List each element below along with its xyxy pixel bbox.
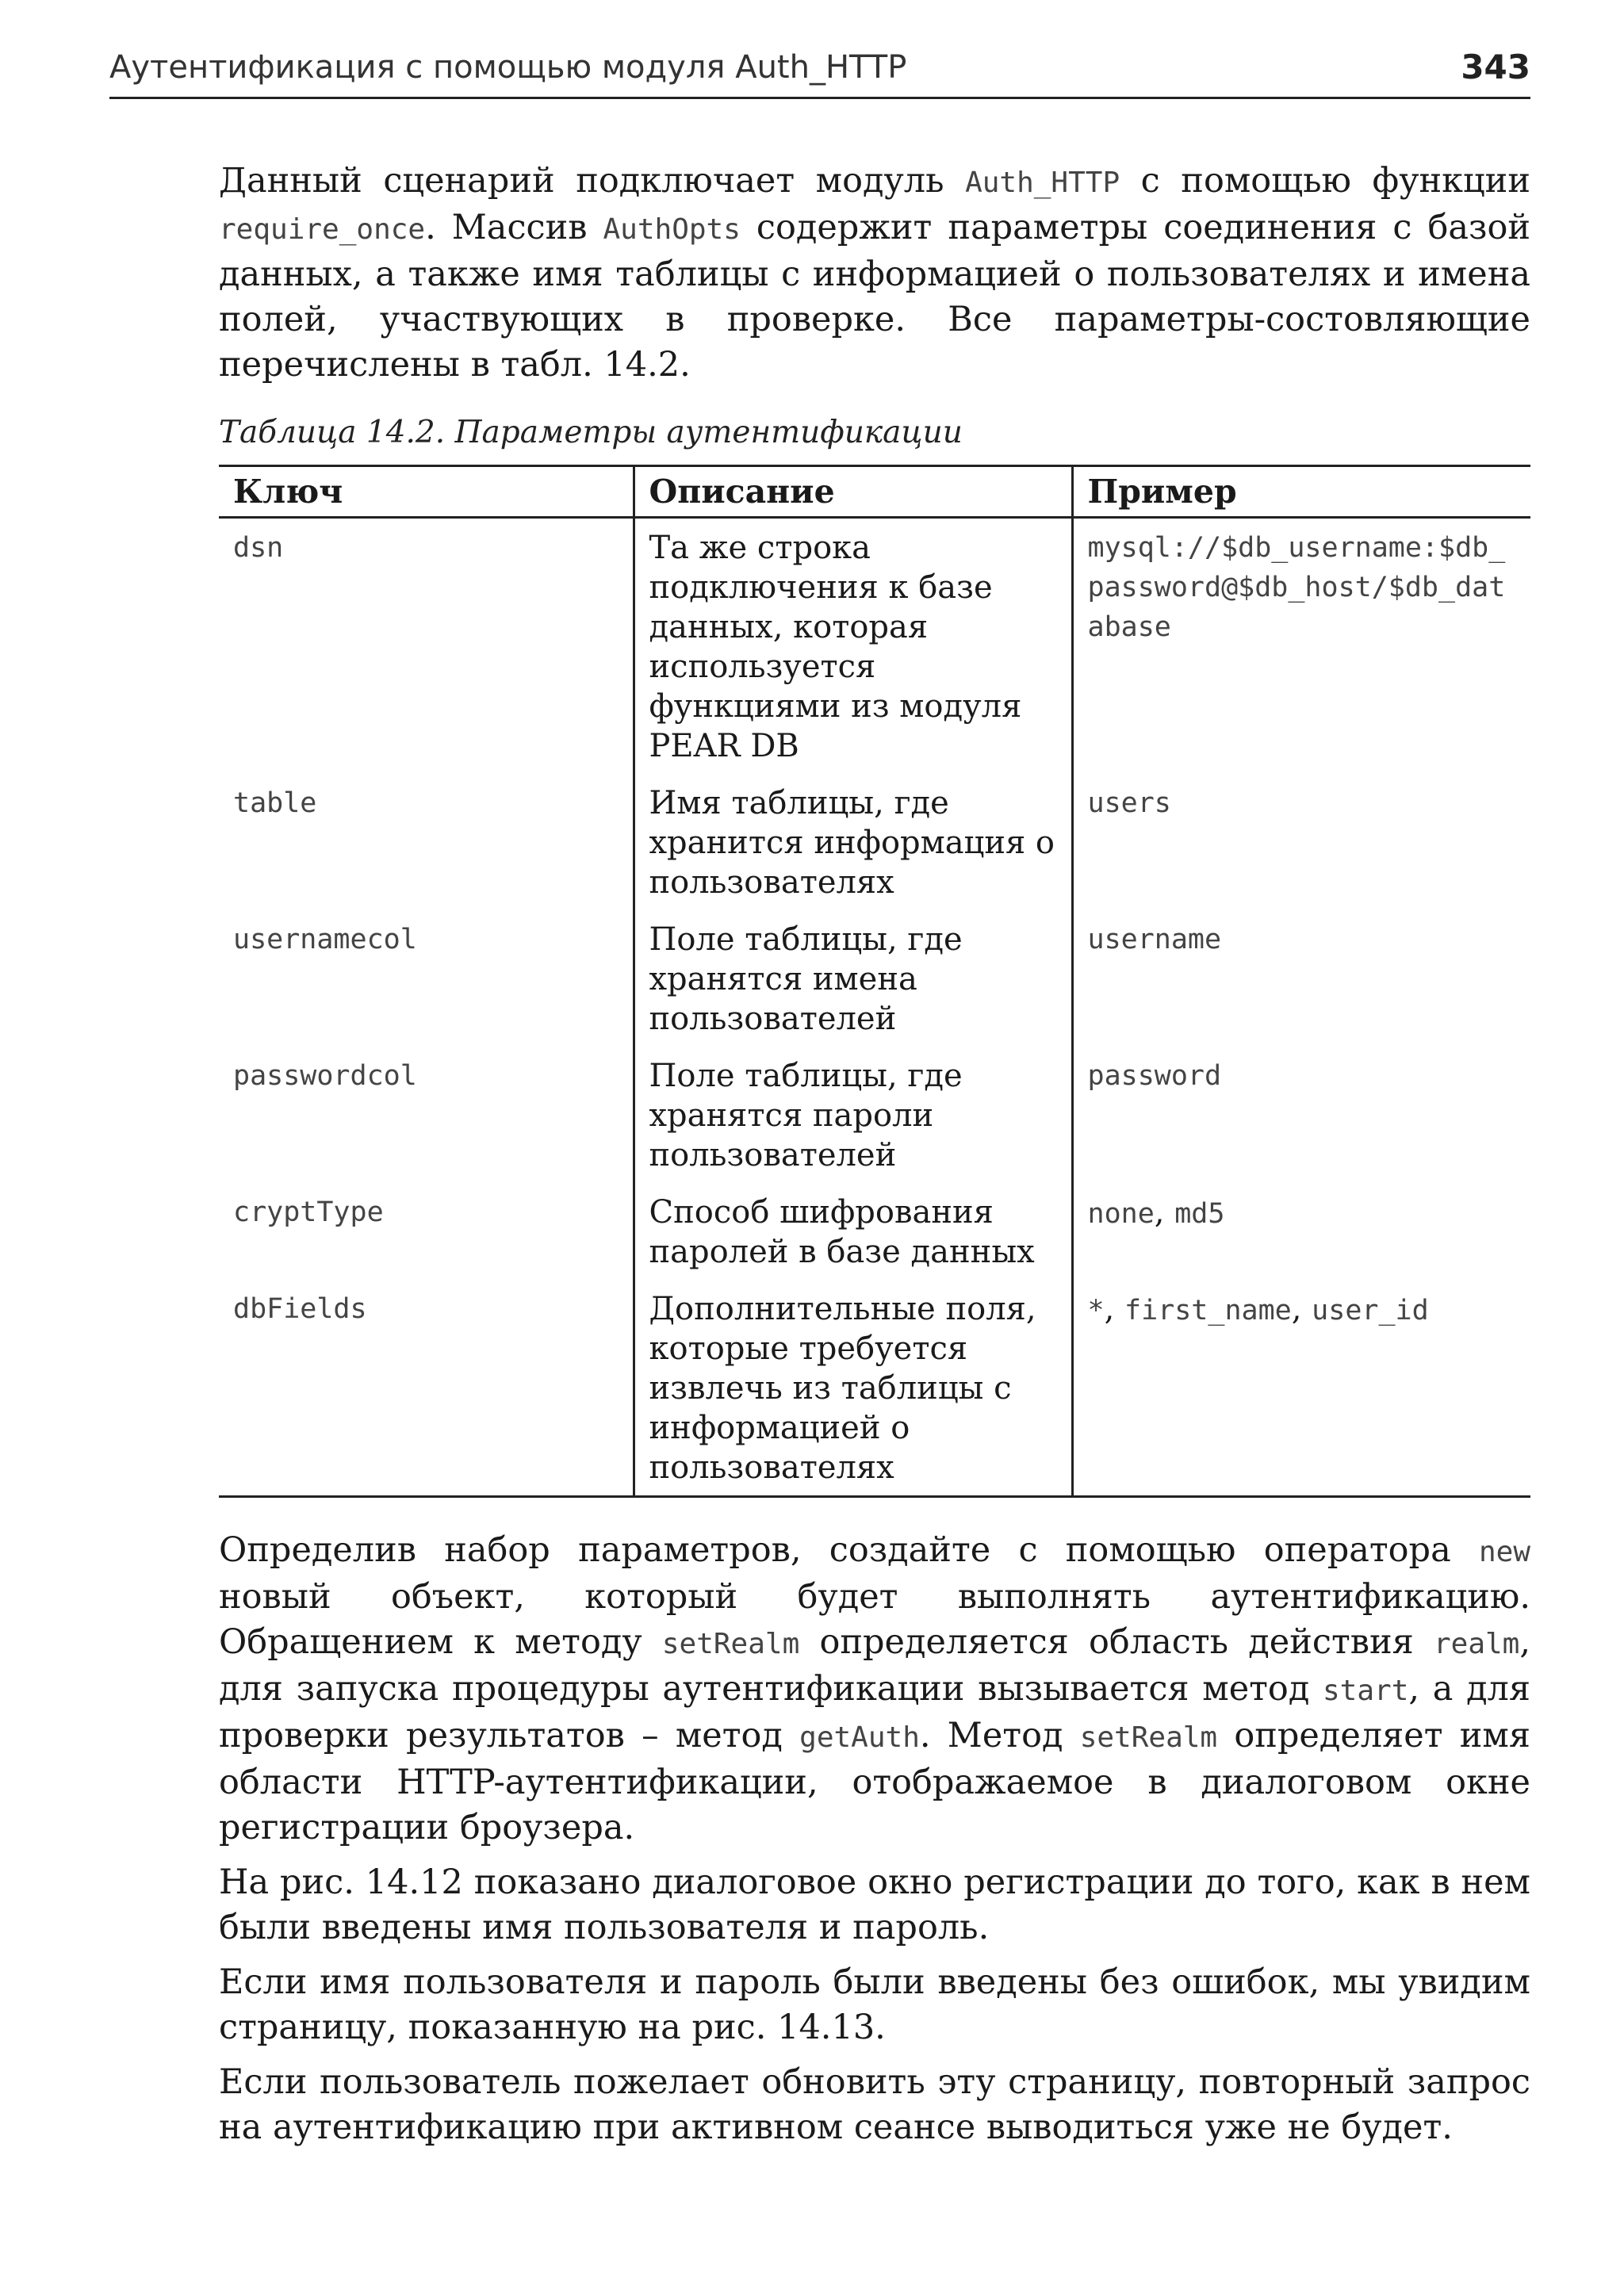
example-value: md5 [1174, 1198, 1225, 1230]
table-row [219, 1183, 1530, 1280]
code-require-once: require_once [219, 213, 426, 246]
cell-key: passwordcol [233, 1060, 417, 1092]
example-value: first_name [1124, 1295, 1292, 1326]
table-caption: Таблица 14.2. Параметры аутентификации [219, 415, 963, 450]
text-run: . Метод [919, 1716, 1080, 1755]
table-row [219, 1280, 1530, 1497]
paragraph-intro [219, 159, 1530, 388]
example-value: * [1087, 1295, 1105, 1326]
paragraph-figure-14-12: На рис. 14.12 показано диалоговое окно регистрации до того, как в нем были введены имя пользователя и пароль. [219, 1862, 1530, 1947]
separator: , [1154, 1194, 1175, 1231]
cell-description: Поле таблицы, где хранятся имена пользователей [634, 910, 1072, 1047]
cell-example: password [1072, 1047, 1530, 1183]
table-row [219, 1047, 1530, 1183]
cell-description: Имя таблицы, где хранится информация о пользователях [634, 774, 1072, 910]
column-header-example: Пример [1072, 466, 1530, 518]
text-run: определяется область действия [799, 1622, 1434, 1662]
body-text [219, 1528, 1530, 2150]
paragraph-refresh: Если пользователь пожелает обновить эту страницу, повторный запрос на аутентификацию при активном сеансе выводиться уже не будет. [219, 2062, 1530, 2147]
text-run: Данный сценарий подключает модуль [219, 161, 966, 201]
running-head [109, 48, 1530, 99]
cell-example: username [1072, 910, 1530, 1047]
cell-example [1072, 1183, 1530, 1280]
cell-example [1072, 1280, 1530, 1497]
cell-key: dsn [233, 532, 284, 564]
text-run: Определив набор параметров, создайте с помощью оператора [219, 1530, 1479, 1570]
code-auth-http: Auth_HTTP [965, 167, 1120, 199]
example-value: none [1087, 1198, 1155, 1230]
cell-description: Поле таблицы, где хранятся пароли пользователей [634, 1047, 1072, 1183]
cell-key: cryptType [233, 1196, 384, 1228]
cell-key: usernamecol [233, 924, 417, 955]
cell-description: Та же строка подключения к базе данных, которая используется функциями из модуля PEAR DB [634, 518, 1072, 775]
paragraph-new-object [219, 1528, 1530, 1851]
page-number: 343 [1461, 48, 1530, 86]
column-header-key: Ключ [233, 473, 343, 511]
parameters-table [219, 465, 1530, 1498]
cell-description: Дополнительные поля, которые требуется извлечь из таблицы с информацией о пользователях [634, 1280, 1072, 1497]
table-header-row [219, 466, 1530, 518]
text-run: определяет имя области HTTP-аутентификации, отображаемое в диалоговом окне регистрации броузера. [219, 1716, 1530, 1847]
paragraph-figure-14-13: Если имя пользователя и пароль были введены без ошибок, мы увидим страницу, показанную на рис. 14.13. [219, 1962, 1530, 2047]
text-run: с помощью функции [1120, 161, 1530, 201]
cell-example: users [1072, 774, 1530, 910]
column-header-description: Описание [634, 466, 1072, 518]
page-content [219, 159, 1530, 2160]
code-authopts: AuthOpts [603, 213, 741, 246]
code-realm: realm [1433, 1628, 1520, 1660]
text-run: содержит параметры соединения с базой данных, а также имя таблицы с информацией о пользователях и имена полей, участвующих в проверке. Все параметры-состовляющие перечислены в табл. 14.2. [219, 208, 1530, 385]
example-value: user_id [1312, 1295, 1429, 1326]
code-setrealm: setRealm [661, 1628, 800, 1660]
table-row [219, 518, 1530, 775]
text-run: новый объект, который будет выполнять аутентификацию. Обращением к методу [219, 1577, 1530, 1662]
table-row [219, 774, 1530, 910]
separator: , [1291, 1291, 1312, 1327]
text-run: . Массив [425, 208, 603, 247]
code-start: start [1323, 1675, 1409, 1707]
cell-example: mysql://$db_username:$db_password@$db_host/$db_database [1072, 518, 1530, 775]
text-run: , для запуска процедуры аутентификации вызывается метод [219, 1622, 1531, 1709]
cell-key: table [233, 787, 317, 819]
separator: , [1104, 1291, 1125, 1327]
code-getauth: getAuth [799, 1721, 920, 1754]
text-run: , а для проверки результатов – метод [219, 1669, 1531, 1755]
cell-description: Способ шифрования паролей в базе данных [634, 1183, 1072, 1280]
code-setrealm: setRealm [1079, 1721, 1218, 1754]
code-new: new [1478, 1536, 1530, 1568]
cell-key: dbFields [233, 1293, 367, 1325]
running-title: Аутентификация с помощью модуля Auth_HTTP [109, 49, 907, 86]
table-row [219, 910, 1530, 1047]
